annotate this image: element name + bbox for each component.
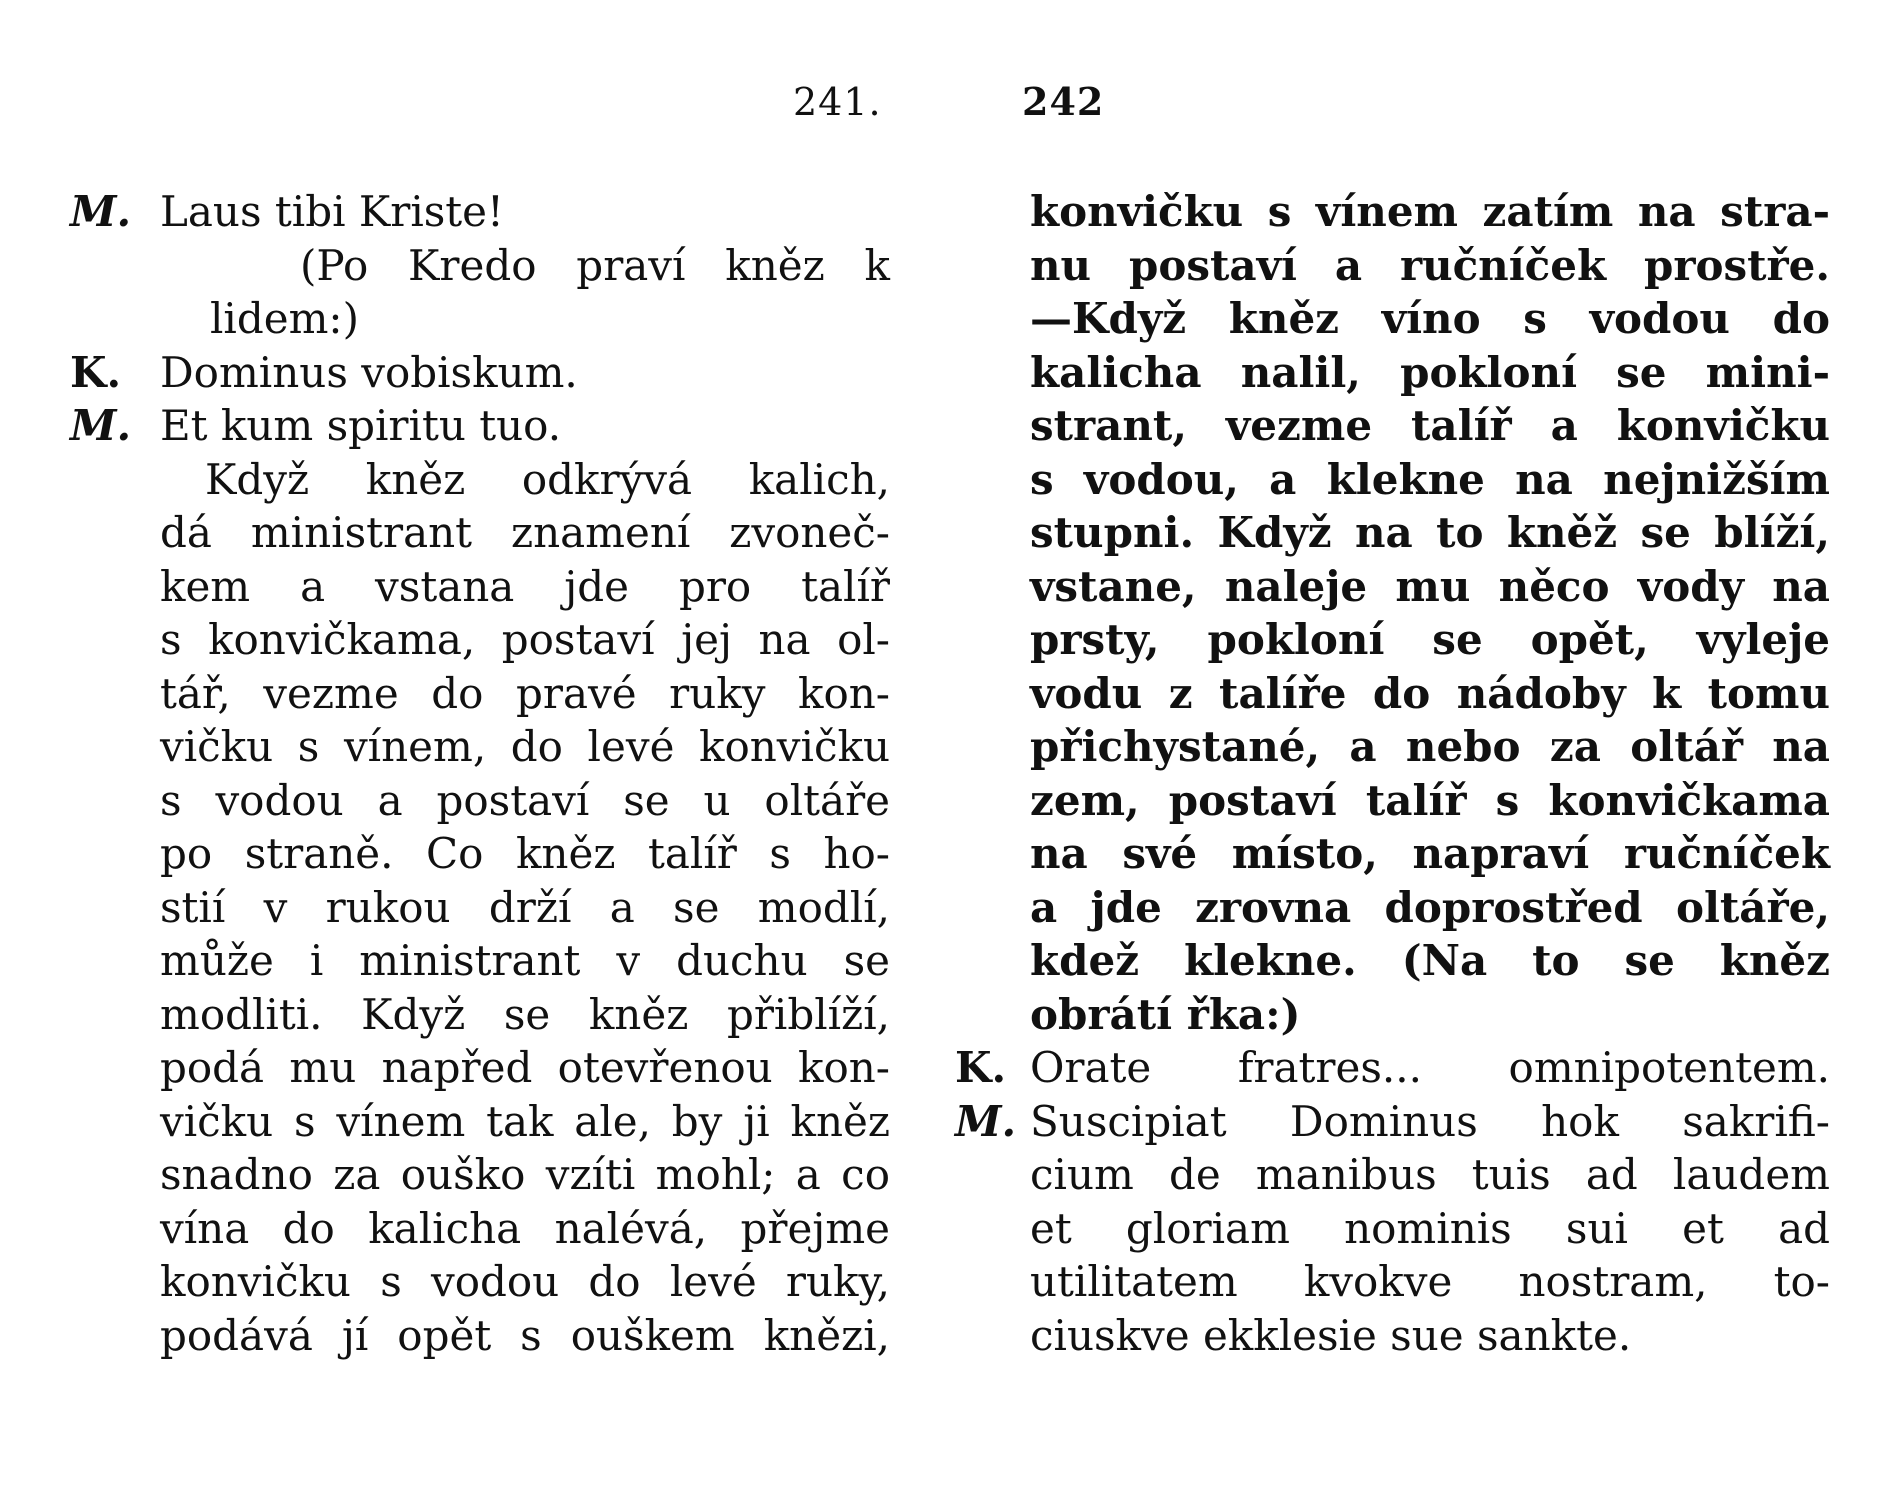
text-line <box>1030 399 1830 453</box>
line-text: zem, postaví talíř s konvičkama <box>1030 775 1830 825</box>
line-text: na své místo, napraví ručníček <box>1030 829 1830 878</box>
line-text: konvičku s vínem zatím na stra- <box>1030 187 1830 236</box>
text-line <box>1030 667 1830 721</box>
text-line <box>1030 774 1830 828</box>
line-text: Laus tibi Kriste! <box>160 187 504 236</box>
text-line <box>70 1148 890 1202</box>
text-line <box>70 934 890 988</box>
text-line <box>1030 613 1830 667</box>
page-number-left: 241. <box>793 80 882 124</box>
text-line <box>70 667 890 721</box>
text-line <box>70 774 890 828</box>
text-line <box>70 613 890 667</box>
text-line <box>70 453 890 507</box>
speaker-label: M. <box>955 1096 1017 1146</box>
line-text: Suscipiat Dominus hok sakrifi- <box>1030 1096 1830 1146</box>
line-text: —Když kněz víno s vodou do <box>1030 294 1830 343</box>
line-text: stií v rukou drží a se modlí, <box>160 882 890 932</box>
line-text: přichystané, a nebo za oltář na <box>1030 722 1830 771</box>
line-text: vičku s vínem, do levé konvičku <box>160 722 890 771</box>
speaker-label: M. <box>70 401 132 450</box>
text-line <box>1030 560 1830 614</box>
speaker-label: K. <box>955 1043 1007 1092</box>
speaker-label: M. <box>70 187 132 236</box>
text-line <box>70 1041 890 1095</box>
text-line <box>1030 720 1830 774</box>
right-page-bold-block <box>1030 185 1830 1041</box>
left-page <box>70 185 890 1362</box>
text-line <box>1030 881 1830 935</box>
text-line <box>1030 1148 1830 1202</box>
line-text: vstane, naleje mu něco vody na <box>1030 561 1830 611</box>
text-line <box>70 1309 890 1363</box>
line-text: (Po Kredo praví kněz k <box>300 240 890 290</box>
text-line <box>70 292 890 346</box>
line-text: strant, vezme talíř a konvičku <box>1030 401 1830 450</box>
line-text: může i ministrant v duchu se <box>160 936 890 985</box>
text-line <box>70 881 890 935</box>
line-text: podává jí opět s ouškem knězi, <box>160 1310 890 1360</box>
text-line <box>1030 292 1830 346</box>
page-number-right: 242 <box>1022 79 1105 124</box>
line-text: kem a vstana jde pro talíř <box>160 561 890 611</box>
text-line <box>70 346 890 400</box>
line-text: lidem:) <box>210 294 359 343</box>
text-line <box>70 1255 890 1309</box>
line-text: obrátí řka:) <box>1030 989 1301 1039</box>
text-line <box>70 720 890 774</box>
line-text: kdež klekne. (Na to se kněz <box>1030 936 1830 985</box>
text-line <box>70 1095 890 1149</box>
line-text: konvičku s vodou do levé ruky, <box>160 1257 890 1306</box>
text-line <box>70 988 890 1042</box>
text-line <box>1030 185 1830 239</box>
text-line <box>70 239 890 293</box>
line-text: tář, vezme do pravé ruky kon- <box>160 668 890 718</box>
line-text: cium de manibus tuis ad laudem <box>1030 1150 1830 1199</box>
line-text: vodu z talíře do nádoby k tomu <box>1030 668 1830 718</box>
text-line <box>1030 988 1830 1042</box>
text-line <box>1030 1202 1830 1256</box>
speaker-label: K. <box>70 347 122 397</box>
line-text: Et kum spiritu tuo. <box>160 401 562 450</box>
line-text: Orate fratres... omnipotentem. <box>1030 1043 1830 1092</box>
line-text: prsty, pokloní se opět, vyleje <box>1030 615 1830 664</box>
text-line <box>70 185 890 239</box>
text-line <box>1030 934 1830 988</box>
line-text: utilitatem kvokve nostram, to- <box>1030 1257 1830 1306</box>
line-text: nu postaví a ručníček prostře. <box>1030 240 1830 290</box>
line-text: et gloriam nominis sui et ad <box>1030 1203 1830 1253</box>
text-line <box>1030 346 1830 400</box>
line-text: s vodou, a klekne na nejnižším <box>1030 454 1830 504</box>
line-text: s vodou a postaví se u oltáře <box>160 775 890 825</box>
line-text: po straně. Co kněz talíř s ho- <box>160 829 890 878</box>
text-line <box>70 506 890 560</box>
text-line <box>955 1095 1830 1149</box>
right-page <box>955 185 1830 1362</box>
text-line <box>1030 827 1830 881</box>
text-line <box>1030 506 1830 560</box>
line-text: Když kněz odkrývá kalich, <box>205 454 890 504</box>
line-text: dá ministrant znamení zvoneč- <box>160 508 890 557</box>
line-text: vičku s vínem tak ale, by ji kněz <box>160 1096 890 1146</box>
text-line <box>70 827 890 881</box>
line-text: ciuskve ekklesie sue sankte. <box>1030 1310 1632 1360</box>
line-text: podá mu napřed otevřenou kon- <box>160 1043 890 1092</box>
line-text: modliti. Když se kněz přiblíží, <box>160 989 890 1039</box>
text-line <box>1030 1309 1830 1363</box>
line-text: snadno za ouško vzíti mohl; a co <box>160 1150 890 1199</box>
line-text: a jde zrovna doprostřed oltáře, <box>1030 882 1830 932</box>
text-line <box>70 399 890 453</box>
text-line <box>955 1041 1830 1095</box>
text-line <box>1030 1255 1830 1309</box>
text-line <box>1030 239 1830 293</box>
text-line <box>1030 453 1830 507</box>
text-line <box>70 1202 890 1256</box>
line-text: Dominus vobiskum. <box>160 347 578 397</box>
line-text: s konvičkama, postaví jej na ol- <box>160 615 890 664</box>
line-text: vína do kalicha nalévá, přejme <box>160 1203 890 1253</box>
text-line <box>70 560 890 614</box>
line-text: stupni. Když na to kněž se blíží, <box>1030 508 1830 557</box>
line-text: kalicha nalil, pokloní se mini- <box>1030 347 1830 397</box>
